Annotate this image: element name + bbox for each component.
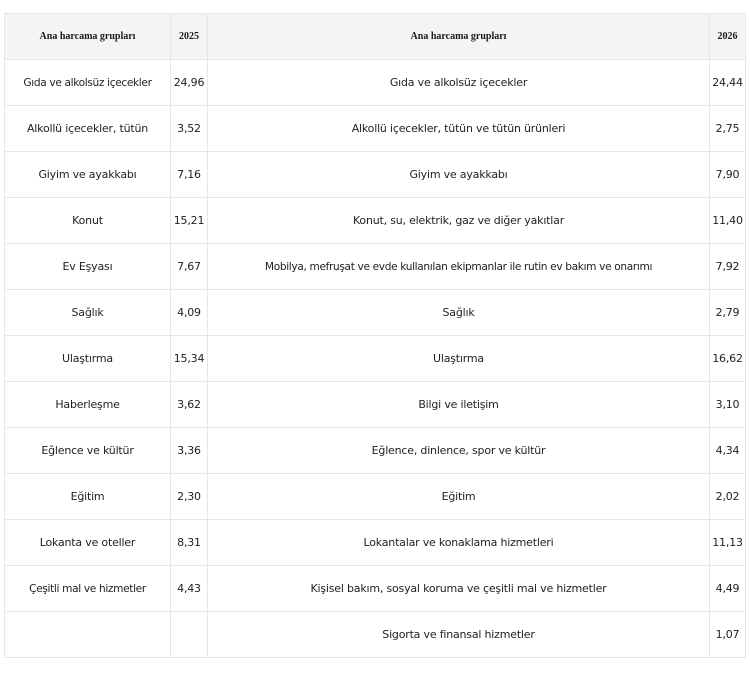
table-row (5, 474, 746, 520)
header-year-2026: 2026 (710, 14, 746, 60)
group-2026-cell: Konut, su, elektrik, gaz ve diğer yakıtlar (208, 198, 710, 244)
weight-2025-cell: 15,34 (171, 336, 208, 382)
comparison-table-container (4, 13, 745, 658)
weight-2025-cell: 4,09 (171, 290, 208, 336)
group-2026-cell: Ulaştırma (208, 336, 710, 382)
table-row (5, 520, 746, 566)
table-row (5, 290, 746, 336)
weight-2025-cell: 4,43 (171, 566, 208, 612)
group-2026-cell: Alkollü içecekler, tütün ve tütün ürünleri (208, 106, 710, 152)
group-2025-cell: Lokanta ve oteller (5, 520, 171, 566)
weight-2026-cell: 3,10 (710, 382, 746, 428)
weight-2026-cell: 7,90 (710, 152, 746, 198)
group-2026-cell: Gıda ve alkolsüz içecekler (208, 60, 710, 106)
weight-2026-cell: 2,75 (710, 106, 746, 152)
table-header-row (5, 14, 746, 60)
weight-2026-cell: 2,02 (710, 474, 746, 520)
weight-2025-cell: 3,52 (171, 106, 208, 152)
header-group-2026: Ana harcama grupları (208, 14, 710, 60)
weight-2025-cell: 3,36 (171, 428, 208, 474)
header-group-2025: Ana harcama grupları (5, 14, 171, 60)
weight-2026-cell: 24,44 (710, 60, 746, 106)
table-row (5, 198, 746, 244)
spending-groups-table (4, 13, 746, 658)
group-2025-cell: Çeşitli mal ve hizmetler (5, 566, 171, 612)
group-2026-cell: Eğitim (208, 474, 710, 520)
weight-2025-cell (171, 612, 208, 658)
group-2025-cell (5, 612, 171, 658)
group-2025-cell: Sağlık (5, 290, 171, 336)
weight-2025-cell: 24,96 (171, 60, 208, 106)
group-2026-cell: Lokantalar ve konaklama hizmetleri (208, 520, 710, 566)
group-2025-cell: Haberleşme (5, 382, 171, 428)
weight-2025-cell: 8,31 (171, 520, 208, 566)
group-2025-cell: Konut (5, 198, 171, 244)
weight-2025-cell: 15,21 (171, 198, 208, 244)
table-row (5, 428, 746, 474)
weight-2026-cell: 4,49 (710, 566, 746, 612)
weight-2026-cell: 1,07 (710, 612, 746, 658)
group-2025-cell: Gıda ve alkolsüz içecekler (5, 60, 171, 106)
weight-2026-cell: 16,62 (710, 336, 746, 382)
table-body (5, 60, 746, 658)
group-2026-cell: Bilgi ve iletişim (208, 382, 710, 428)
weight-2026-cell: 7,92 (710, 244, 746, 290)
group-2026-cell: Mobilya, mefruşat ve evde kullanılan ekipmanlar ile rutin ev bakım ve onarımı (208, 244, 710, 290)
group-2026-cell: Sigorta ve finansal hizmetler (208, 612, 710, 658)
weight-2025-cell: 3,62 (171, 382, 208, 428)
table-row (5, 244, 746, 290)
table-row (5, 106, 746, 152)
group-2026-cell: Eğlence, dinlence, spor ve kültür (208, 428, 710, 474)
group-2025-cell: Alkollü içecekler, tütün (5, 106, 171, 152)
group-2025-cell: Ev Eşyası (5, 244, 171, 290)
table-row (5, 382, 746, 428)
table-row (5, 336, 746, 382)
weight-2025-cell: 7,67 (171, 244, 208, 290)
group-2025-cell: Ulaştırma (5, 336, 171, 382)
group-2025-cell: Giyim ve ayakkabı (5, 152, 171, 198)
group-2026-cell: Kişisel bakım, sosyal koruma ve çeşitli mal ve hizmetler (208, 566, 710, 612)
weight-2025-cell: 7,16 (171, 152, 208, 198)
header-year-2025: 2025 (171, 14, 208, 60)
group-2026-cell: Sağlık (208, 290, 710, 336)
table-row (5, 612, 746, 658)
table-row (5, 152, 746, 198)
weight-2025-cell: 2,30 (171, 474, 208, 520)
group-2025-cell: Eğlence ve kültür (5, 428, 171, 474)
group-2025-cell: Eğitim (5, 474, 171, 520)
weight-2026-cell: 11,40 (710, 198, 746, 244)
weight-2026-cell: 11,13 (710, 520, 746, 566)
table-row (5, 566, 746, 612)
weight-2026-cell: 4,34 (710, 428, 746, 474)
weight-2026-cell: 2,79 (710, 290, 746, 336)
group-2026-cell: Giyim ve ayakkabı (208, 152, 710, 198)
table-row (5, 60, 746, 106)
